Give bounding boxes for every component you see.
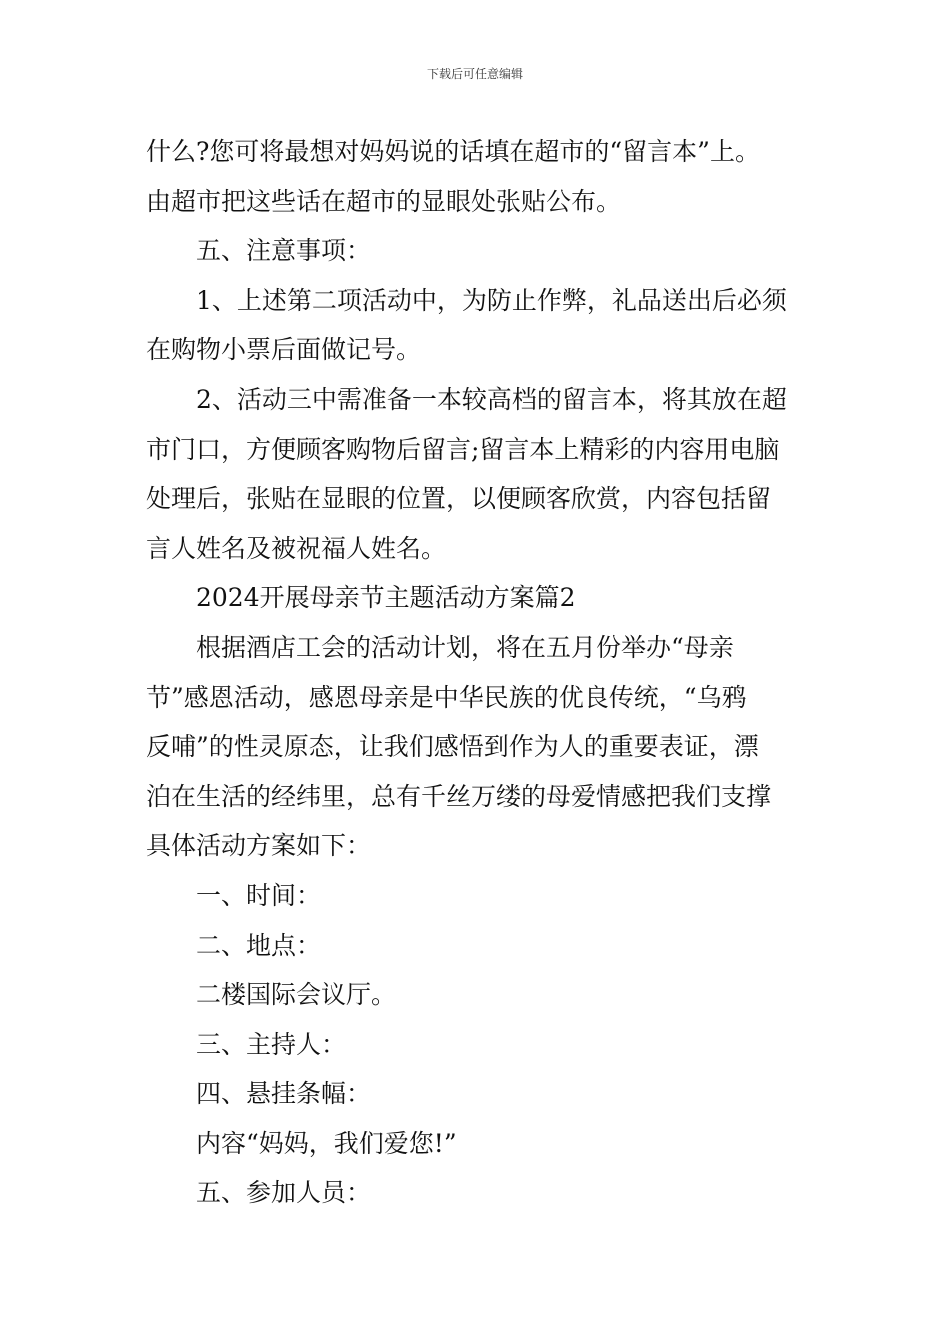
text-line: 具体活动方案如下： (146, 831, 372, 861)
text-line: 节”感恩活动，感恩母亲是中华民族的优良传统，“乌鸦 (146, 682, 747, 712)
text-line: 一、时间： (196, 880, 322, 910)
section-heading: 2024开展母亲节主题活动方案篇2 (196, 583, 576, 613)
text-line: 五、参加人员： (196, 1178, 372, 1208)
text-line: 什么?您可将最想对妈妈说的话填在超市的“留言本”上。 (146, 137, 760, 166)
text-line: 二楼国际会议厅。 (196, 980, 397, 1010)
text-line: 在购物小票后面做记号。 (146, 335, 422, 365)
text-line: 内容“妈妈，我们爱您!” (196, 1128, 457, 1158)
text-line: 市门口，方便顾客购物后留言;留言本上精彩的内容用电脑 (146, 434, 780, 464)
text-line: 由超市把这些话在超市的显眼处张贴公布。 (146, 186, 622, 216)
text-line: 三、主持人： (196, 1029, 347, 1059)
text-line: 1、上述第二项活动中，为防止作弊，礼品送出后必须 (196, 285, 787, 315)
text-line: 二、地点： (196, 930, 322, 960)
page-header-note: 下载后可任意编辑 (426, 67, 523, 81)
text-line: 泊在生活的经纬里，总有千丝万缕的母爱情感把我们支撑 (146, 781, 772, 811)
text-line: 言人姓名及被祝福人姓名。 (146, 533, 447, 563)
text-line: 四、悬挂条幅： (196, 1079, 372, 1109)
text-line: 2、活动三中需准备一本较高档的留言本，将其放在超 (196, 384, 787, 414)
text-line: 处理后，张贴在显眼的位置，以便顾客欣赏，内容包括留 (146, 484, 772, 514)
text-line: 五、注意事项： (196, 236, 372, 266)
document-body (146, 127, 810, 1218)
text-line: 根据酒店工会的活动计划，将在五月份举办“母亲 (196, 632, 734, 662)
text-line: 反哺”的性灵原态，让我们感悟到作为人的重要表证，漂 (146, 732, 759, 762)
